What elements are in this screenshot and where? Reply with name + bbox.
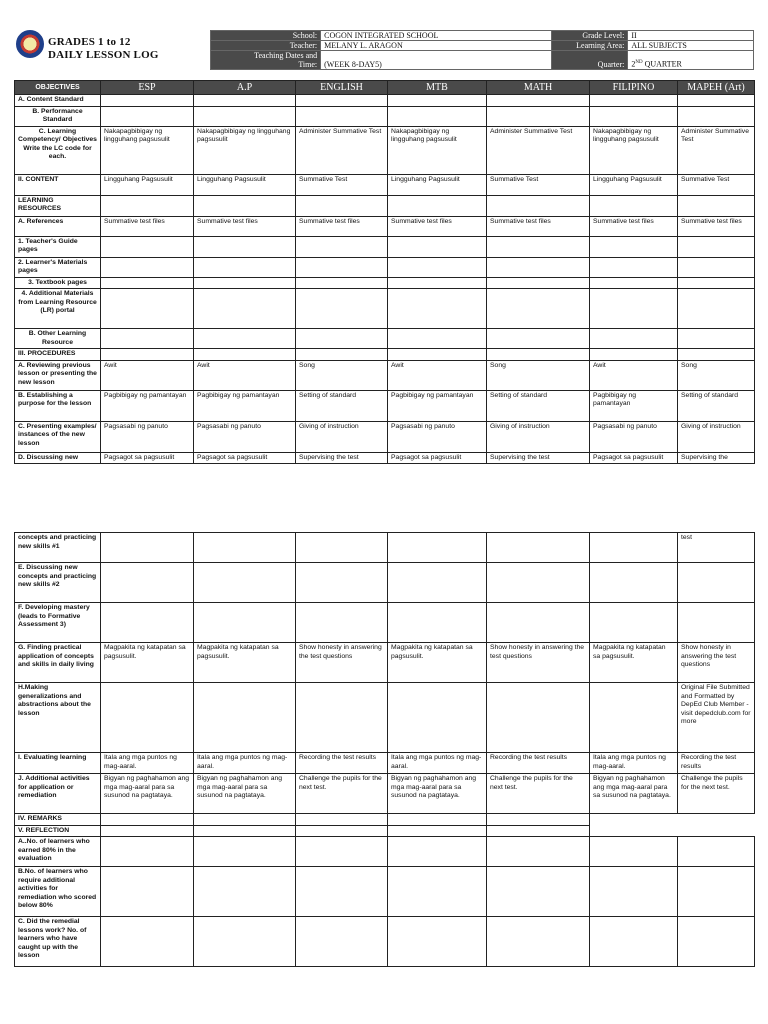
table-cell: Bigyan ng paghahamon ang mga mag-aaral para sa susunod na pagtataya. xyxy=(101,774,194,814)
table-cell xyxy=(487,236,590,257)
table-cell: Administer Summative Test xyxy=(296,126,388,174)
table-cell: Supervising the test xyxy=(487,452,590,464)
table-row xyxy=(15,106,755,126)
table-body-page1 xyxy=(15,95,755,464)
table-cell: Magpakita ng katapatan sa pagsusulit. xyxy=(101,643,194,683)
table-cell xyxy=(296,277,388,289)
table-cell xyxy=(388,195,487,216)
table-cell xyxy=(296,236,388,257)
table-cell: Original File Submitted and Formatted by DepEd Club Member - visit depedclub.com for more xyxy=(678,683,755,753)
table-cell: Summative test files xyxy=(678,216,755,236)
table-cell: Show honesty in answering the test questions xyxy=(678,643,755,683)
table-cell xyxy=(194,683,296,753)
col-header-objectives: OBJECTIVES xyxy=(15,81,101,95)
table-cell xyxy=(194,349,296,361)
table-cell xyxy=(194,825,296,837)
table-cell: Setting of standard xyxy=(678,390,755,421)
table-cell xyxy=(194,867,296,917)
table-cell xyxy=(590,95,678,107)
table-cell xyxy=(590,814,678,826)
table-cell: Challenge the pupils for the next test. xyxy=(296,774,388,814)
table-cell xyxy=(487,277,590,289)
table-cell: Pagsasabi ng panuto xyxy=(101,421,194,452)
table-cell xyxy=(194,563,296,603)
table-row xyxy=(15,360,755,390)
table-cell xyxy=(678,257,755,277)
table-cell xyxy=(388,814,487,826)
table-cell xyxy=(101,95,194,107)
table-cell: Summative test files xyxy=(388,216,487,236)
table-cell: Song xyxy=(487,360,590,390)
table-cell xyxy=(296,563,388,603)
table-cell xyxy=(487,257,590,277)
table-cell xyxy=(388,683,487,753)
table-cell: Pagsasabi ng panuto xyxy=(590,421,678,452)
table-cell: Pagsagot sa pagsusulit xyxy=(590,452,678,464)
table-cell xyxy=(101,814,194,826)
lesson-log-table-page1 xyxy=(14,80,755,464)
table-cell: Song xyxy=(296,360,388,390)
teacher-value: MELANY L. ARAGON xyxy=(321,41,552,51)
table-row xyxy=(15,753,755,774)
table-cell: Recording the test results xyxy=(296,753,388,774)
table-cell: Summative test files xyxy=(487,216,590,236)
table-cell xyxy=(590,867,678,917)
table-cell xyxy=(194,195,296,216)
table-cell: Summative test files xyxy=(590,216,678,236)
table-cell xyxy=(678,289,755,329)
quarter-value xyxy=(628,51,754,70)
table-cell xyxy=(296,814,388,826)
table-cell: Summative test files xyxy=(101,216,194,236)
row-label: H.Making generalizations and abstractions about the lesson xyxy=(15,683,101,753)
table-cell: Magpakita ng katapatan sa pagsusulit. xyxy=(194,643,296,683)
table-cell xyxy=(101,683,194,753)
table-cell xyxy=(194,277,296,289)
table-cell xyxy=(101,257,194,277)
row-label: J. Additional activities for application or remediation xyxy=(15,774,101,814)
table-cell: Lingguhang Pagsusulit xyxy=(590,174,678,195)
table-cell xyxy=(678,867,755,917)
table-row xyxy=(15,289,755,329)
table-cell xyxy=(487,289,590,329)
table-cell: Bigyan ng paghahamon ang mga mag-aaral para sa susunod na pagtataya. xyxy=(388,774,487,814)
table-cell xyxy=(590,236,678,257)
table-cell xyxy=(388,867,487,917)
table-cell: Supervising the test xyxy=(296,452,388,464)
table-cell xyxy=(296,195,388,216)
table-cell xyxy=(487,563,590,603)
table-cell xyxy=(296,603,388,643)
row-label: A. Content Standard xyxy=(15,95,101,107)
table-cell: Nakapagbibigay ng lingguhang pagsusulit xyxy=(590,126,678,174)
table-cell: Recording the test results xyxy=(487,753,590,774)
table-cell xyxy=(678,814,755,826)
table-cell xyxy=(590,917,678,967)
table-row xyxy=(15,277,755,289)
table-cell xyxy=(296,683,388,753)
area-label: Learning Area: xyxy=(551,41,628,51)
quarter-number: 2 xyxy=(631,60,636,69)
table-cell xyxy=(388,837,487,867)
quarter-word: QUARTER xyxy=(644,60,682,69)
table-cell xyxy=(678,349,755,361)
table-cell xyxy=(296,329,388,349)
table-body-page2 xyxy=(15,533,755,967)
table-cell: Lingguhang Pagsusulit xyxy=(388,174,487,195)
table-cell xyxy=(101,329,194,349)
table-cell xyxy=(590,349,678,361)
table-row xyxy=(15,814,755,826)
table-cell xyxy=(194,257,296,277)
table-cell xyxy=(296,867,388,917)
deped-seal-icon xyxy=(16,30,44,58)
table-cell xyxy=(388,917,487,967)
table-cell xyxy=(487,329,590,349)
table-cell: Pagsasabi ng panuto xyxy=(388,421,487,452)
table-cell xyxy=(388,277,487,289)
table-cell xyxy=(388,533,487,563)
table-cell xyxy=(194,917,296,967)
table-cell xyxy=(194,329,296,349)
table-row xyxy=(15,421,755,452)
table-row xyxy=(15,643,755,683)
table-cell xyxy=(296,106,388,126)
table-cell xyxy=(590,257,678,277)
table-cell: Itala ang mga puntos ng mag-aaral. xyxy=(388,753,487,774)
table-cell xyxy=(194,236,296,257)
dates-label xyxy=(211,51,321,70)
row-label: C. Presenting examples/ instances of the new lesson xyxy=(15,421,101,452)
table-cell xyxy=(678,195,755,216)
col-header-math: MATH xyxy=(487,81,590,95)
table-row xyxy=(15,126,755,174)
table-cell xyxy=(487,917,590,967)
subject-header-row xyxy=(15,81,755,95)
table-row xyxy=(15,533,755,563)
table-cell: Itala ang mga puntos ng mag-aaral. xyxy=(590,753,678,774)
table-cell xyxy=(296,257,388,277)
dates-label-line2: Time: xyxy=(298,60,318,69)
table-row xyxy=(15,452,755,464)
table-row xyxy=(15,349,755,361)
table-row xyxy=(15,837,755,867)
table-cell xyxy=(194,106,296,126)
table-row xyxy=(15,825,755,837)
table-cell: Song xyxy=(678,360,755,390)
table-cell xyxy=(194,603,296,643)
table-cell xyxy=(101,195,194,216)
row-label: B. Performance Standard xyxy=(15,106,101,126)
table-cell: test xyxy=(678,533,755,563)
table-cell xyxy=(590,289,678,329)
table-cell xyxy=(101,603,194,643)
form-title-line1: GRADES 1 to 12 xyxy=(48,36,131,48)
table-cell xyxy=(101,917,194,967)
table-cell: Setting of standard xyxy=(487,390,590,421)
table-cell xyxy=(296,349,388,361)
lesson-log-header xyxy=(14,28,754,74)
form-title-line2: DAILY LESSON LOG xyxy=(48,49,159,61)
table-cell: Summative test files xyxy=(194,216,296,236)
table-cell xyxy=(590,837,678,867)
row-label: G. Finding practical application of concepts and skills in daily living xyxy=(15,643,101,683)
form-title xyxy=(48,36,159,62)
table-cell: Lingguhang Pagsusulit xyxy=(101,174,194,195)
row-label: B. Establishing a purpose for the lesson xyxy=(15,390,101,421)
table-cell: Magpakita ng katapatan sa pagsusulit. xyxy=(590,643,678,683)
table-cell xyxy=(388,563,487,603)
table-cell xyxy=(194,837,296,867)
table-cell xyxy=(487,95,590,107)
table-cell xyxy=(678,837,755,867)
quarter-suffix: ND xyxy=(635,60,643,66)
row-label: concepts and practicing new skills #1 xyxy=(15,533,101,563)
row-label: 1. Teacher's Guide pages xyxy=(15,236,101,257)
table-cell xyxy=(487,867,590,917)
table-cell xyxy=(590,195,678,216)
table-cell xyxy=(487,195,590,216)
table-cell xyxy=(101,533,194,563)
table-row xyxy=(15,917,755,967)
table-cell: Summative Test xyxy=(678,174,755,195)
col-header-ap: A.P xyxy=(194,81,296,95)
row-label: C. Did the remedial lessons work? No. of learners who have caught up with the lesson xyxy=(15,917,101,967)
table-cell xyxy=(296,95,388,107)
table-cell: Bigyan ng paghahamon ang mga mag-aaral para sa susunod na pagtataya. xyxy=(590,774,678,814)
table-cell: Awit xyxy=(101,360,194,390)
table-cell xyxy=(590,106,678,126)
table-row xyxy=(15,195,755,216)
table-row xyxy=(15,329,755,349)
table-cell: Pagbibigay ng pamantayan xyxy=(388,390,487,421)
table-cell: Pagsagot sa pagsusulit xyxy=(101,452,194,464)
table-row xyxy=(15,390,755,421)
col-header-esp: ESP xyxy=(101,81,194,95)
table-cell xyxy=(101,277,194,289)
row-label: E. Discussing new concepts and practicing new skills #2 xyxy=(15,563,101,603)
table-cell xyxy=(487,837,590,867)
table-cell xyxy=(101,837,194,867)
table-cell xyxy=(101,236,194,257)
table-row xyxy=(15,216,755,236)
table-cell xyxy=(194,95,296,107)
table-cell xyxy=(101,867,194,917)
row-label: F. Developing mastery (leads to Formative Assessment 3) xyxy=(15,603,101,643)
table-row xyxy=(15,867,755,917)
table-cell xyxy=(678,106,755,126)
table-row xyxy=(15,774,755,814)
col-header-mtb: MTB xyxy=(388,81,487,95)
table-cell: Awit xyxy=(388,360,487,390)
table-cell xyxy=(194,289,296,329)
table-cell: Giving of instruction xyxy=(678,421,755,452)
table-cell xyxy=(296,917,388,967)
table-cell xyxy=(590,277,678,289)
table-cell xyxy=(101,106,194,126)
table-cell: Administer Summative Test xyxy=(678,126,755,174)
table-cell xyxy=(487,349,590,361)
table-cell xyxy=(388,289,487,329)
header-info-table xyxy=(210,30,754,70)
table-cell xyxy=(388,95,487,107)
table-row xyxy=(15,563,755,603)
table-cell xyxy=(487,106,590,126)
table-cell xyxy=(487,683,590,753)
table-cell xyxy=(678,95,755,107)
row-label: A. References xyxy=(15,216,101,236)
row-label: LEARNING RESOURCES xyxy=(15,195,101,216)
table-cell: Itala ang mga puntos ng mag-aaral. xyxy=(194,753,296,774)
area-value: ALL SUBJECTS xyxy=(628,41,754,51)
quarter-label: Quarter: xyxy=(551,51,628,70)
table-row xyxy=(15,236,755,257)
table-cell: Pagbibigay ng pamantayan xyxy=(101,390,194,421)
col-header-mapeh: MAPEH (Art) xyxy=(678,81,755,95)
row-label: A. Reviewing previous lesson or presenting the new lesson xyxy=(15,360,101,390)
table-cell: Bigyan ng paghahamon ang mga mag-aaral para sa susunod na pagtataya. xyxy=(194,774,296,814)
table-cell: Challenge the pupils for the next test. xyxy=(487,774,590,814)
row-label: D. Discussing new xyxy=(15,452,101,464)
table-cell xyxy=(101,289,194,329)
table-cell: Pagbibigay ng pamantayan xyxy=(194,390,296,421)
dates-label-line1: Teaching Dates and xyxy=(254,51,318,60)
school-label: School: xyxy=(211,31,321,41)
table-cell: Awit xyxy=(194,360,296,390)
table-cell xyxy=(678,329,755,349)
table-cell xyxy=(388,603,487,643)
table-cell xyxy=(101,825,194,837)
table-cell: Nakapagbibigay ng lingguhang pagsusulit xyxy=(388,126,487,174)
table-cell: Pagsasabi ng panuto xyxy=(194,421,296,452)
table-row xyxy=(15,174,755,195)
table-cell: Summative Test xyxy=(296,174,388,195)
table-cell xyxy=(678,236,755,257)
table-cell xyxy=(388,106,487,126)
table-cell xyxy=(296,837,388,867)
table-row xyxy=(15,603,755,643)
dates-value: (WEEK 8-DAY5) xyxy=(321,51,552,70)
table-cell: Giving of instruction xyxy=(296,421,388,452)
table-cell: Awit xyxy=(590,360,678,390)
table-cell xyxy=(296,289,388,329)
row-label: 4. Additional Materials from Learning Resource (LR) portal xyxy=(15,289,101,329)
table-cell: Magpakita ng katapatan sa pagsusulit. xyxy=(388,643,487,683)
table-cell xyxy=(487,825,590,837)
table-cell xyxy=(487,603,590,643)
table-cell: Nakapagbibigay ng lingguhang pagsusulit xyxy=(194,126,296,174)
table-cell xyxy=(590,533,678,563)
table-cell xyxy=(487,814,590,826)
table-cell xyxy=(388,349,487,361)
table-cell xyxy=(101,349,194,361)
table-cell xyxy=(678,603,755,643)
row-label: II. CONTENT xyxy=(15,174,101,195)
table-cell xyxy=(296,825,388,837)
school-value: COGON INTEGRATED SCHOOL xyxy=(321,31,552,41)
row-label: B.No. of learners who require additional activities for remediation who scored below 80% xyxy=(15,867,101,917)
table-cell xyxy=(590,825,678,837)
table-cell xyxy=(678,563,755,603)
row-label: IV. REMARKS xyxy=(15,814,101,826)
table-cell: Challenge the pupils for the next test. xyxy=(678,774,755,814)
table-cell xyxy=(590,683,678,753)
table-cell: Pagsagot sa pagsusulit xyxy=(194,452,296,464)
grade-value: II xyxy=(628,31,754,41)
table-row xyxy=(15,95,755,107)
row-label: C. Learning Competency/ Objectives Write the LC code for each. xyxy=(15,126,101,174)
grade-label: Grade Level: xyxy=(551,31,628,41)
table-cell: Supervising the xyxy=(678,452,755,464)
table-cell: Lingguhang Pagsusulit xyxy=(194,174,296,195)
col-header-filipino: FILIPINO xyxy=(590,81,678,95)
table-cell: Administer Summative Test xyxy=(487,126,590,174)
table-cell: Show honesty in answering the test questions xyxy=(487,643,590,683)
table-cell xyxy=(388,236,487,257)
table-cell xyxy=(296,533,388,563)
row-label: B. Other Learning Resource xyxy=(15,329,101,349)
table-cell: Show honesty in answering the test questions xyxy=(296,643,388,683)
row-label: 2. Learner's Materials pages xyxy=(15,257,101,277)
table-cell xyxy=(388,329,487,349)
table-cell: Giving of instruction xyxy=(487,421,590,452)
lesson-log-table-page2 xyxy=(14,532,755,967)
table-cell xyxy=(194,533,296,563)
row-label: V. REFLECTION xyxy=(15,825,101,837)
table-cell xyxy=(590,603,678,643)
table-cell: Nakapagbibigay ng lingguhang pagsusulit xyxy=(101,126,194,174)
table-cell xyxy=(388,825,487,837)
table-cell xyxy=(101,563,194,603)
table-cell: Pagsagot sa pagsusulit xyxy=(388,452,487,464)
table-cell xyxy=(678,917,755,967)
table-cell: Pagbibigay ng pamantayan xyxy=(590,390,678,421)
row-label: I. Evaluating learning xyxy=(15,753,101,774)
row-label: A..No. of learners who earned 80% in the evaluation xyxy=(15,837,101,867)
table-cell: Setting of standard xyxy=(296,390,388,421)
table-cell xyxy=(487,533,590,563)
table-cell xyxy=(590,329,678,349)
row-label: III. PROCEDURES xyxy=(15,349,101,361)
table-cell: Recording the test results xyxy=(678,753,755,774)
table-cell xyxy=(678,825,755,837)
table-cell: Itala ang mga puntos ng mag-aaral. xyxy=(101,753,194,774)
table-row xyxy=(15,257,755,277)
table-cell xyxy=(194,814,296,826)
row-label: 3. Textbook pages xyxy=(15,277,101,289)
col-header-english: ENGLISH xyxy=(296,81,388,95)
table-cell xyxy=(388,257,487,277)
table-cell: Summative test files xyxy=(296,216,388,236)
teacher-label: Teacher: xyxy=(211,41,321,51)
table-cell xyxy=(678,277,755,289)
table-cell: Summative Test xyxy=(487,174,590,195)
table-cell xyxy=(590,563,678,603)
table-row xyxy=(15,683,755,753)
